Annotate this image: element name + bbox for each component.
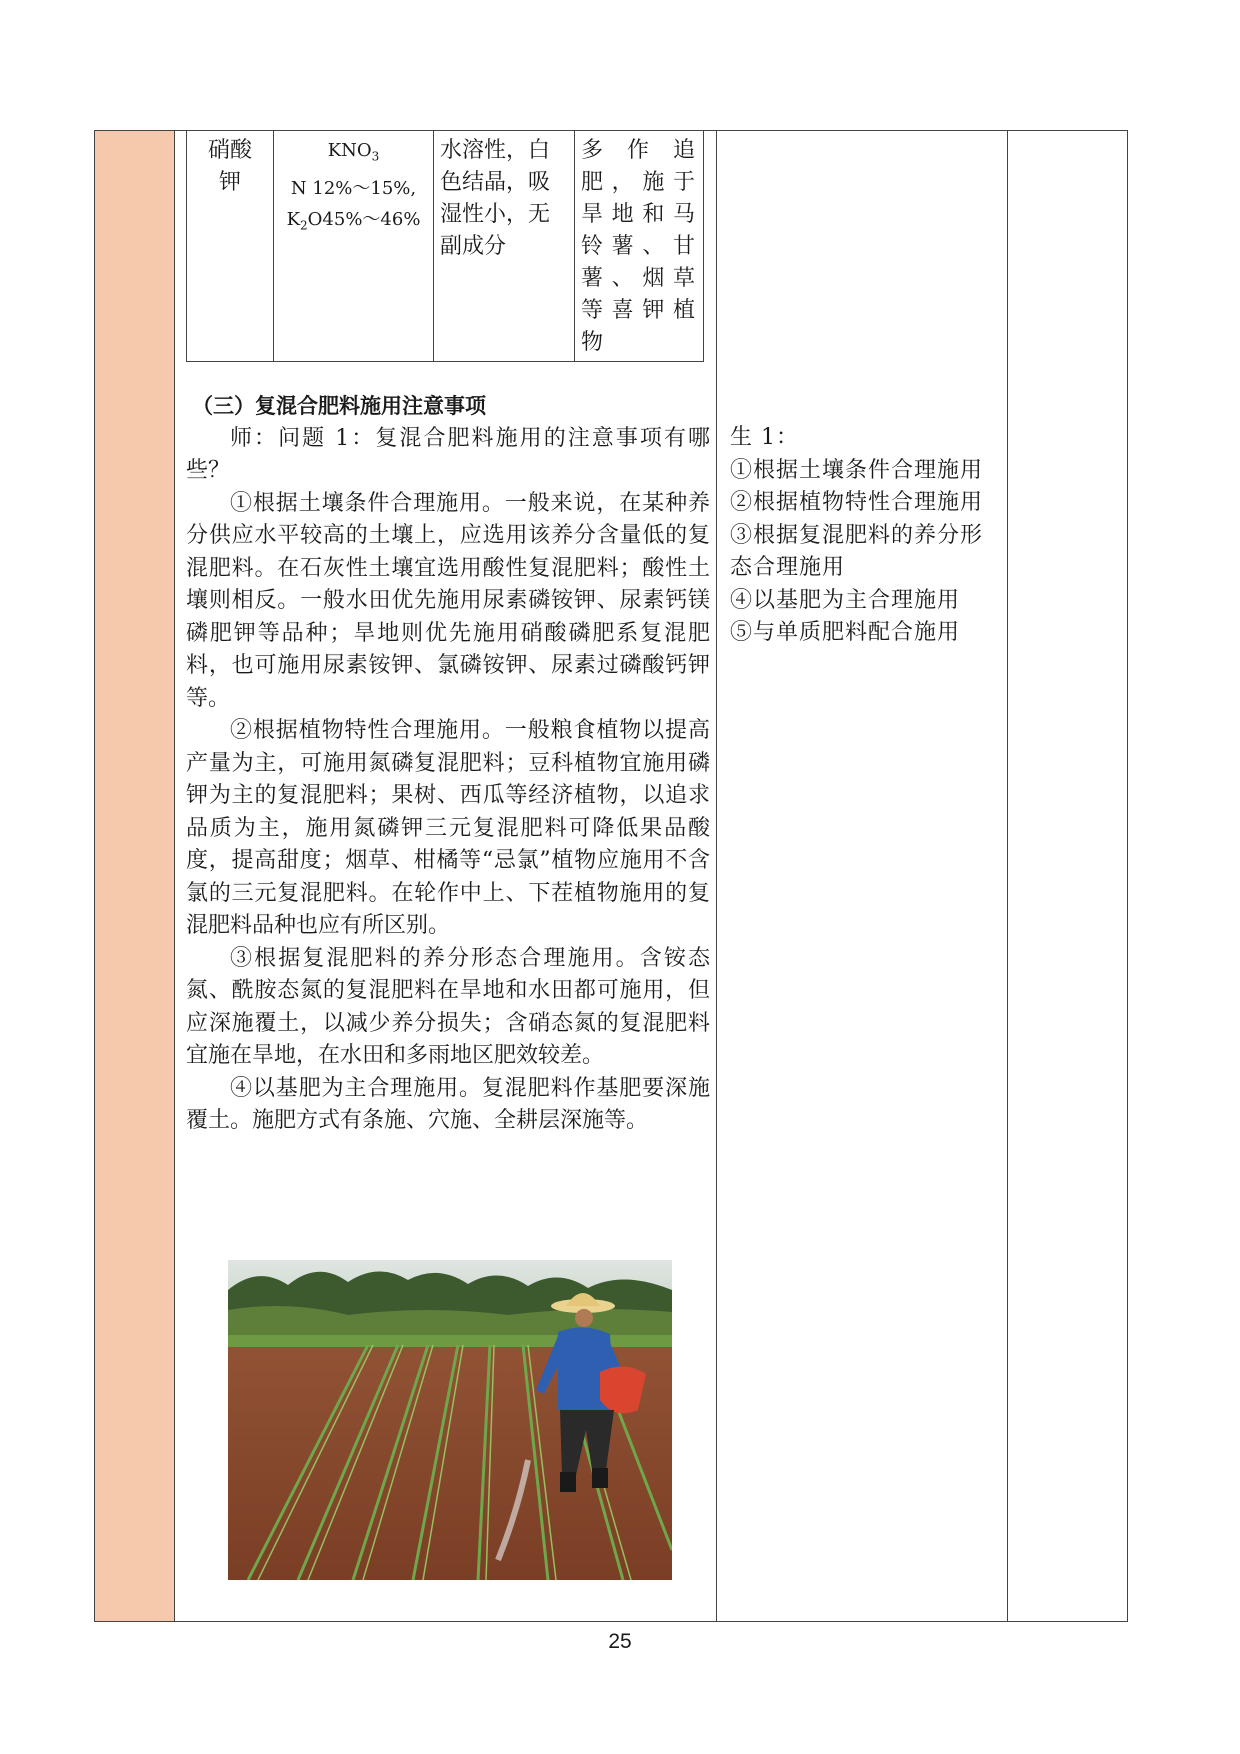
- paragraph: ①根据土壤条件合理施用。一般来说，在某种养分供应水平较高的土壤上，应选用该养分含量低的复混肥料。在石灰性土壤宜选用酸性复混肥料；酸性土壤则相反。一般水田优先施用尿素磷铵钾、尿素钙镁磷肥钾等品种；旱地则优先施用硝酸磷肥系复混肥料，也可施用尿素铵钾、氯磷铵钾、尿素过磷酸钙钾等。: [186, 490, 710, 711]
- nitrogen-content: N 12%～15%,: [290, 177, 417, 199]
- student-answer-item: ③根据复混肥料的养分形态合理施用: [730, 522, 984, 580]
- student-label: 生 1：: [730, 425, 799, 450]
- column-divider: [1007, 131, 1008, 1621]
- column-divider: [716, 131, 717, 1621]
- page-number: 25: [608, 1630, 632, 1653]
- fertilizer-name: 硝酸: [207, 138, 252, 163]
- paragraph: ④以基肥为主合理施用。复混肥料作基肥要深施覆土。施肥方式有条施、穴施、全耕层深施等。: [186, 1075, 710, 1133]
- column-divider: [174, 131, 175, 1621]
- properties-cell: 水溶性，白色结晶，吸湿性小，无副成分: [434, 131, 575, 362]
- paragraph: ②根据植物特性合理施用。一般粮食植物以提高产量为主，可施用氮磷复混肥料；豆科植物宜施用磷钾为主的复混肥料；果树、西瓜等经济植物，以追求品质为主，施用氮磷钾三元复混肥料可降低果品酸度，提高甜度；烟草、柑橘等“忌氯”植物应施用不含氯的三元复混肥料。在轮作中上、下茬植物施用的复混肥料品种也应有所区别。: [186, 718, 710, 938]
- composition-cell: [274, 131, 434, 362]
- table-row: [187, 131, 704, 362]
- student-response: [730, 422, 1004, 650]
- fertilizer-name-cell: [187, 131, 274, 362]
- student-answer-item: ⑤与单质肥料配合施用: [730, 620, 961, 645]
- field-fertilizing-photo: [228, 1260, 672, 1580]
- teacher-question: 师：问题 1：复混合肥料施用的注意事项有哪些？: [186, 425, 710, 483]
- student-answer-item: ④以基肥为主合理施用: [730, 587, 961, 613]
- fertilizer-name: 钾: [218, 170, 241, 195]
- potassium-content: $K_2O45\%\sim 46\%$: [286, 208, 421, 233]
- student-answer-item: ②根据植物特性合理施用: [730, 490, 984, 515]
- chemical-formula: $KNO_3$: [327, 140, 380, 164]
- student-answer-item: ①根据土壤条件合理施用: [730, 457, 984, 483]
- fertilizer-table: [186, 130, 704, 362]
- teacher-content: [186, 390, 710, 1138]
- usage-cell: [575, 131, 704, 362]
- usage-text: 物: [581, 330, 606, 355]
- section-heading: （三）复混合肥料施用注意事项: [192, 394, 486, 418]
- usage-text: 多作追肥，施于旱地和马铃薯、甘薯、烟草等喜钾植: [581, 138, 697, 323]
- stage-column: [95, 131, 174, 1621]
- paragraph: ③根据复混肥料的养分形态合理施用。含铵态氮、酰胺态氮的复混肥料在旱地和水田都可施用，但应深施覆土，以减少养分损失；含硝态氮的复混肥料宜施在旱地，在水田和多雨地区肥效较差。: [186, 945, 710, 1068]
